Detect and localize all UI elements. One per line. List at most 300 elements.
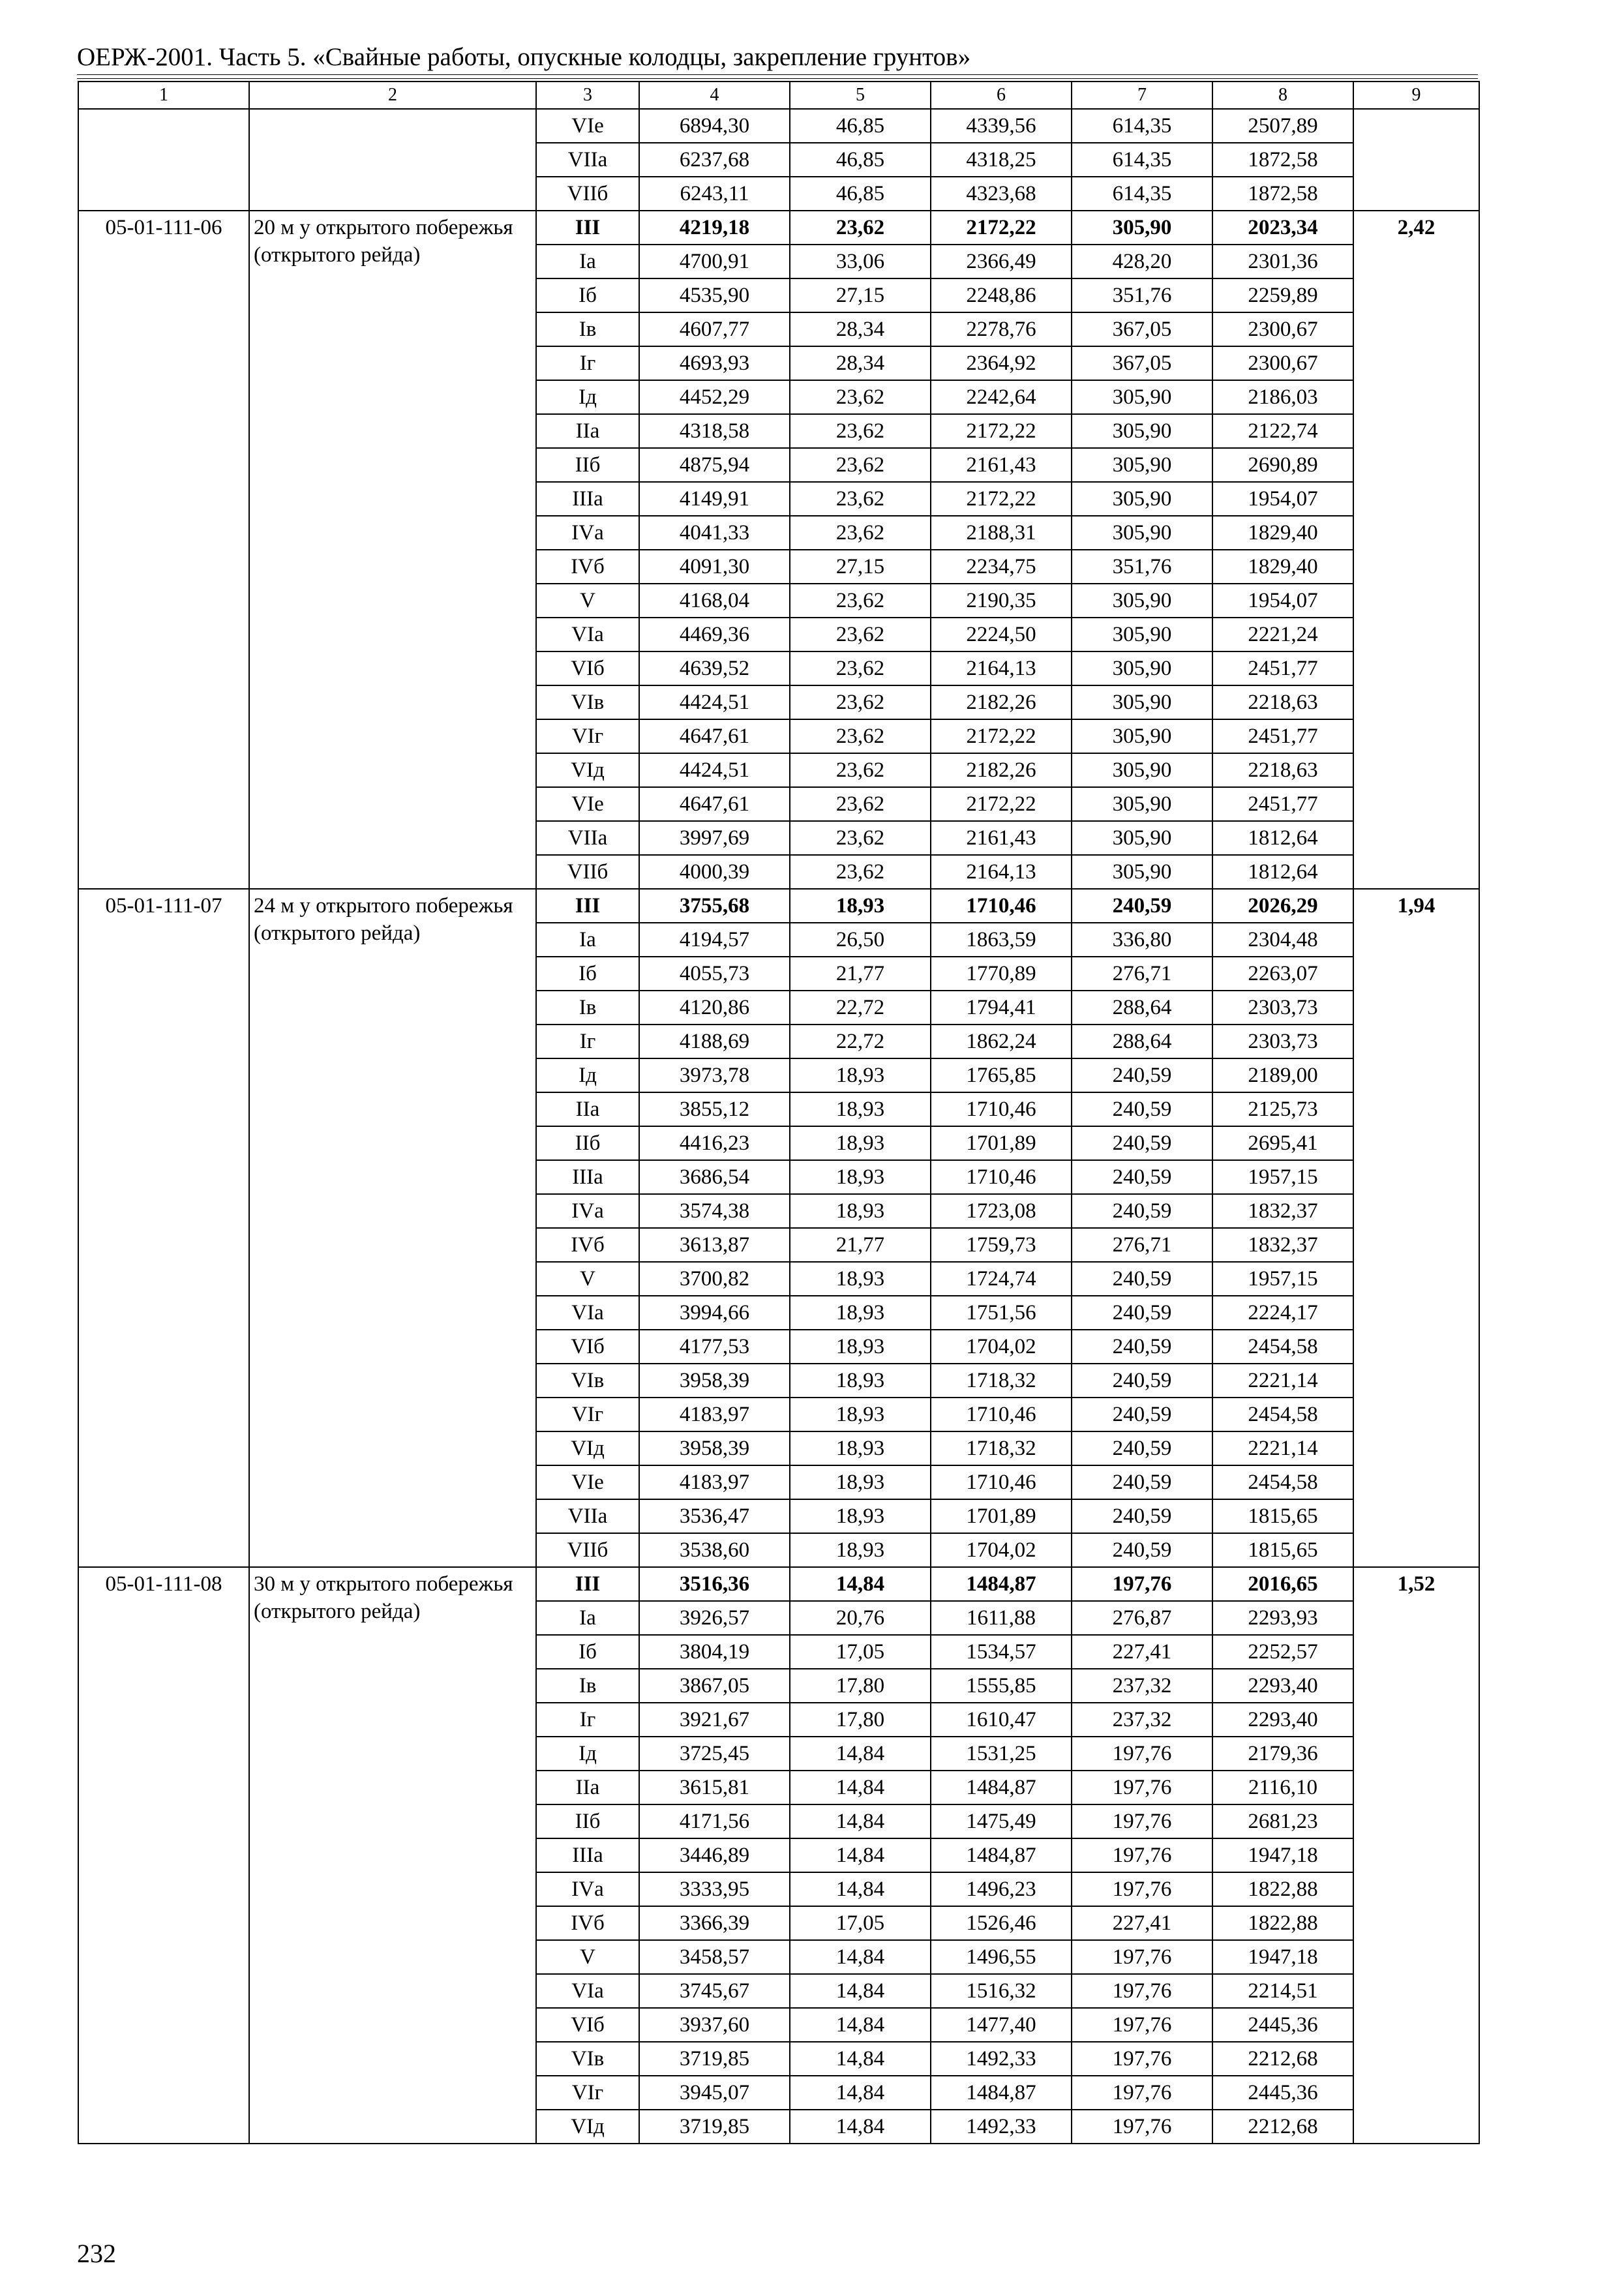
value-cell: 2303,73: [1212, 1025, 1353, 1058]
value-cell: 276,71: [1072, 957, 1212, 991]
value-cell: 23,62: [790, 380, 931, 414]
value-cell: 1957,15: [1212, 1160, 1353, 1194]
value-cell: 1704,02: [931, 1330, 1072, 1364]
value-cell: 14,84: [790, 2110, 931, 2144]
region-cell: Iа: [536, 245, 639, 278]
region-cell: VIд: [536, 2110, 639, 2144]
value-cell: 1862,24: [931, 1025, 1072, 1058]
table-row: [78, 1567, 1479, 1601]
value-cell: 2259,89: [1212, 278, 1353, 312]
value-cell: 14,84: [790, 1771, 931, 1804]
value-cell: 276,87: [1072, 1601, 1212, 1635]
value-cell: 2242,64: [931, 380, 1072, 414]
value-cell: 14,84: [790, 2042, 931, 2076]
value-cell: 22,72: [790, 1025, 931, 1058]
value-cell: 3973,78: [639, 1058, 790, 1092]
region-cell: III: [536, 1567, 639, 1601]
value-cell: 4639,52: [639, 651, 790, 685]
value-cell: 4183,97: [639, 1465, 790, 1499]
coefficient-cell: 1,94: [1353, 889, 1479, 1567]
value-cell: 3945,07: [639, 2076, 790, 2110]
value-cell: 305,90: [1072, 211, 1212, 245]
value-cell: 4000,39: [639, 855, 790, 889]
value-cell: 2218,63: [1212, 753, 1353, 787]
value-cell: 3725,45: [639, 1737, 790, 1771]
coefficient-cell: [1353, 109, 1479, 211]
value-cell: 21,77: [790, 957, 931, 991]
value-cell: 2221,24: [1212, 618, 1353, 651]
value-cell: 2303,73: [1212, 991, 1353, 1025]
coefficient-cell: 1,52: [1353, 1567, 1479, 2144]
value-cell: 1701,89: [931, 1499, 1072, 1533]
value-cell: 288,64: [1072, 991, 1212, 1025]
value-cell: 2224,50: [931, 618, 1072, 651]
region-cell: V: [536, 584, 639, 618]
value-cell: 14,84: [790, 1737, 931, 1771]
region-cell: VIд: [536, 1431, 639, 1465]
value-cell: 240,59: [1072, 1499, 1212, 1533]
column-number: 9: [1353, 82, 1479, 109]
value-cell: 1947,18: [1212, 1940, 1353, 1974]
value-cell: 23,62: [790, 618, 931, 651]
value-cell: 28,34: [790, 312, 931, 346]
value-cell: 3700,82: [639, 1262, 790, 1296]
value-cell: 305,90: [1072, 448, 1212, 482]
value-cell: 17,05: [790, 1635, 931, 1669]
value-cell: 4700,91: [639, 245, 790, 278]
value-cell: 2190,35: [931, 584, 1072, 618]
region-cell: VIг: [536, 1398, 639, 1431]
region-cell: Iд: [536, 1058, 639, 1092]
value-cell: 305,90: [1072, 414, 1212, 448]
value-cell: 1531,25: [931, 1737, 1072, 1771]
column-number: 8: [1212, 82, 1353, 109]
value-cell: 4194,57: [639, 923, 790, 957]
value-cell: 2451,77: [1212, 651, 1353, 685]
region-cell: VIIа: [536, 821, 639, 855]
value-cell: 3958,39: [639, 1364, 790, 1398]
value-cell: 1765,85: [931, 1058, 1072, 1092]
value-cell: 1516,32: [931, 1974, 1072, 2008]
value-cell: 4424,51: [639, 685, 790, 719]
value-cell: 1957,15: [1212, 1262, 1353, 1296]
value-cell: 4424,51: [639, 753, 790, 787]
value-cell: 23,62: [790, 651, 931, 685]
value-cell: 4693,93: [639, 346, 790, 380]
value-cell: 1954,07: [1212, 584, 1353, 618]
value-cell: 1759,73: [931, 1228, 1072, 1262]
region-cell: VIв: [536, 1364, 639, 1398]
value-cell: 305,90: [1072, 651, 1212, 685]
value-cell: 18,93: [790, 889, 931, 923]
rate-code: 05-01-111-07: [78, 889, 249, 1567]
value-cell: 305,90: [1072, 855, 1212, 889]
value-cell: 4091,30: [639, 550, 790, 584]
value-cell: 2212,68: [1212, 2110, 1353, 2144]
table-row: [78, 889, 1479, 923]
value-cell: 2172,22: [931, 787, 1072, 821]
region-cell: IVа: [536, 1194, 639, 1228]
value-cell: 197,76: [1072, 2008, 1212, 2042]
value-cell: 1954,07: [1212, 482, 1353, 516]
value-cell: 18,93: [790, 1533, 931, 1567]
value-cell: 305,90: [1072, 380, 1212, 414]
value-cell: 23,62: [790, 855, 931, 889]
region-cell: IIIа: [536, 1160, 639, 1194]
region-cell: IIб: [536, 1126, 639, 1160]
region-cell: V: [536, 1262, 639, 1296]
value-cell: 2016,65: [1212, 1567, 1353, 1601]
value-cell: 1794,41: [931, 991, 1072, 1025]
value-cell: 305,90: [1072, 821, 1212, 855]
value-cell: 2214,51: [1212, 1974, 1353, 2008]
value-cell: 2172,22: [931, 211, 1072, 245]
value-cell: 2161,43: [931, 821, 1072, 855]
value-cell: 3536,47: [639, 1499, 790, 1533]
value-cell: 23,62: [790, 821, 931, 855]
value-cell: 227,41: [1072, 1635, 1212, 1669]
region-cell: Iа: [536, 923, 639, 957]
value-cell: 3538,60: [639, 1533, 790, 1567]
value-cell: 23,62: [790, 211, 931, 245]
region-cell: VIв: [536, 2042, 639, 2076]
rate-code: 05-01-111-06: [78, 211, 249, 889]
value-cell: 305,90: [1072, 719, 1212, 753]
value-cell: 1815,65: [1212, 1533, 1353, 1567]
region-cell: Iб: [536, 1635, 639, 1669]
value-cell: 2454,58: [1212, 1330, 1353, 1364]
value-cell: 2695,41: [1212, 1126, 1353, 1160]
value-cell: 23,62: [790, 685, 931, 719]
region-cell: VIIб: [536, 177, 639, 211]
region-cell: IIIа: [536, 1838, 639, 1872]
value-cell: 4416,23: [639, 1126, 790, 1160]
value-cell: 276,71: [1072, 1228, 1212, 1262]
value-cell: 2023,34: [1212, 211, 1353, 245]
value-cell: 3333,95: [639, 1872, 790, 1906]
value-cell: 1872,58: [1212, 143, 1353, 177]
page-number: 232: [77, 2239, 116, 2268]
value-cell: 4647,61: [639, 719, 790, 753]
table-row: [78, 211, 1479, 245]
value-cell: 1492,33: [931, 2042, 1072, 2076]
value-cell: 3719,85: [639, 2042, 790, 2076]
value-cell: 2681,23: [1212, 1804, 1353, 1838]
value-cell: 2234,75: [931, 550, 1072, 584]
value-cell: 1611,88: [931, 1601, 1072, 1635]
value-cell: 18,93: [790, 1296, 931, 1330]
value-cell: 2182,26: [931, 685, 1072, 719]
region-cell: Iг: [536, 1025, 639, 1058]
value-cell: 4177,53: [639, 1330, 790, 1364]
value-cell: 1822,88: [1212, 1906, 1353, 1940]
value-cell: 614,35: [1072, 143, 1212, 177]
value-cell: 3926,57: [639, 1601, 790, 1635]
region-cell: IIа: [536, 414, 639, 448]
value-cell: 305,90: [1072, 584, 1212, 618]
region-cell: V: [536, 1940, 639, 1974]
value-cell: 2293,40: [1212, 1703, 1353, 1737]
region-cell: IIб: [536, 1804, 639, 1838]
rate-description: 30 м у открытого побережья (открытого рейда): [249, 1567, 536, 2144]
value-cell: 3613,87: [639, 1228, 790, 1262]
value-cell: 2179,36: [1212, 1737, 1353, 1771]
value-cell: 2445,36: [1212, 2076, 1353, 2110]
value-cell: 33,06: [790, 245, 931, 278]
value-cell: 2304,48: [1212, 923, 1353, 957]
value-cell: 2454,58: [1212, 1398, 1353, 1431]
value-cell: 1863,59: [931, 923, 1072, 957]
region-cell: VIе: [536, 1465, 639, 1499]
value-cell: 4183,97: [639, 1398, 790, 1431]
value-cell: 197,76: [1072, 1838, 1212, 1872]
value-cell: 18,93: [790, 1262, 931, 1296]
value-cell: 14,84: [790, 1567, 931, 1601]
value-cell: 1701,89: [931, 1126, 1072, 1160]
value-cell: 2221,14: [1212, 1431, 1353, 1465]
value-cell: 240,59: [1072, 1364, 1212, 1398]
value-cell: 2252,57: [1212, 1635, 1353, 1669]
value-cell: 2164,13: [931, 855, 1072, 889]
value-cell: 2221,14: [1212, 1364, 1353, 1398]
value-cell: 3804,19: [639, 1635, 790, 1669]
value-cell: 27,15: [790, 278, 931, 312]
value-cell: 305,90: [1072, 685, 1212, 719]
value-cell: 46,85: [790, 143, 931, 177]
value-cell: 1822,88: [1212, 1872, 1353, 1906]
value-cell: 240,59: [1072, 1330, 1212, 1364]
value-cell: 2161,43: [931, 448, 1072, 482]
value-cell: 3867,05: [639, 1669, 790, 1703]
value-cell: 3958,39: [639, 1431, 790, 1465]
rate-description: 24 м у открытого побережья (открытого рейда): [249, 889, 536, 1567]
value-cell: 3755,68: [639, 889, 790, 923]
value-cell: 18,93: [790, 1092, 931, 1126]
value-cell: 2182,26: [931, 753, 1072, 787]
value-cell: 1496,55: [931, 1940, 1072, 1974]
region-cell: VIб: [536, 2008, 639, 2042]
value-cell: 1947,18: [1212, 1838, 1353, 1872]
value-cell: 4607,77: [639, 312, 790, 346]
value-cell: 2364,92: [931, 346, 1072, 380]
value-cell: 4171,56: [639, 1804, 790, 1838]
value-cell: 240,59: [1072, 1296, 1212, 1330]
value-cell: 305,90: [1072, 753, 1212, 787]
region-cell: Iб: [536, 278, 639, 312]
value-cell: 1496,23: [931, 1872, 1072, 1906]
value-cell: 23,62: [790, 584, 931, 618]
value-cell: 4647,61: [639, 787, 790, 821]
column-number: 1: [78, 82, 249, 109]
value-cell: 1751,56: [931, 1296, 1072, 1330]
value-cell: 197,76: [1072, 1974, 1212, 2008]
value-cell: 1829,40: [1212, 550, 1353, 584]
value-cell: 14,84: [790, 1974, 931, 2008]
column-number-row: [78, 82, 1479, 109]
value-cell: 2116,10: [1212, 1771, 1353, 1804]
value-cell: 240,59: [1072, 1262, 1212, 1296]
column-number: 6: [931, 82, 1072, 109]
region-cell: IVа: [536, 1872, 639, 1906]
value-cell: 1718,32: [931, 1364, 1072, 1398]
value-cell: 27,15: [790, 550, 931, 584]
value-cell: 3366,39: [639, 1906, 790, 1940]
region-cell: VIIа: [536, 143, 639, 177]
value-cell: 3458,57: [639, 1940, 790, 1974]
value-cell: 4149,91: [639, 482, 790, 516]
value-cell: 14,84: [790, 1940, 931, 1974]
value-cell: 1484,87: [931, 1771, 1072, 1804]
value-cell: 28,34: [790, 346, 931, 380]
value-cell: 23,62: [790, 719, 931, 753]
value-cell: 2218,63: [1212, 685, 1353, 719]
value-cell: 1832,37: [1212, 1228, 1353, 1262]
value-cell: 240,59: [1072, 1058, 1212, 1092]
value-cell: 23,62: [790, 448, 931, 482]
value-cell: 17,80: [790, 1703, 931, 1737]
value-cell: 305,90: [1072, 787, 1212, 821]
value-cell: 2293,93: [1212, 1601, 1353, 1635]
region-cell: IIа: [536, 1092, 639, 1126]
value-cell: 614,35: [1072, 177, 1212, 211]
value-cell: 1770,89: [931, 957, 1072, 991]
value-cell: 2188,31: [931, 516, 1072, 550]
value-cell: 2122,74: [1212, 414, 1353, 448]
value-cell: 2212,68: [1212, 2042, 1353, 2076]
value-cell: 3719,85: [639, 2110, 790, 2144]
value-cell: 4318,58: [639, 414, 790, 448]
value-cell: 2164,13: [931, 651, 1072, 685]
value-cell: 4041,33: [639, 516, 790, 550]
region-cell: VIг: [536, 719, 639, 753]
region-cell: VIIб: [536, 855, 639, 889]
value-cell: 18,93: [790, 1364, 931, 1398]
region-cell: III: [536, 211, 639, 245]
value-cell: 4168,04: [639, 584, 790, 618]
value-cell: 18,93: [790, 1330, 931, 1364]
value-cell: 2451,77: [1212, 787, 1353, 821]
region-cell: Iг: [536, 346, 639, 380]
value-cell: 6237,68: [639, 143, 790, 177]
value-cell: 237,32: [1072, 1669, 1212, 1703]
rate-code: 05-01-111-08: [78, 1567, 249, 2144]
value-cell: 23,62: [790, 516, 931, 550]
region-cell: III: [536, 889, 639, 923]
value-cell: 240,59: [1072, 1431, 1212, 1465]
value-cell: 1710,46: [931, 1398, 1072, 1431]
page-title: ОЕРЖ-2001. Часть 5. «Свайные работы, опускные колодцы, закрепление грунтов»: [77, 43, 971, 71]
coefficient-cell: 2,42: [1353, 211, 1479, 889]
rate-description: [249, 109, 536, 211]
value-cell: 367,05: [1072, 312, 1212, 346]
value-cell: 4469,36: [639, 618, 790, 651]
region-cell: VIа: [536, 1974, 639, 2008]
region-cell: VIе: [536, 109, 639, 143]
value-cell: 14,84: [790, 2008, 931, 2042]
value-cell: 17,05: [790, 1906, 931, 1940]
value-cell: 4188,69: [639, 1025, 790, 1058]
rate-code: [78, 109, 249, 211]
value-cell: 428,20: [1072, 245, 1212, 278]
value-cell: 1872,58: [1212, 177, 1353, 211]
value-cell: 23,62: [790, 753, 931, 787]
rates-table: [78, 81, 1480, 2144]
region-cell: VIд: [536, 753, 639, 787]
value-cell: 2278,76: [931, 312, 1072, 346]
value-cell: 4120,86: [639, 991, 790, 1025]
value-cell: 1710,46: [931, 1160, 1072, 1194]
column-number: 3: [536, 82, 639, 109]
value-cell: 14,84: [790, 1804, 931, 1838]
value-cell: 237,32: [1072, 1703, 1212, 1737]
region-cell: IVб: [536, 1228, 639, 1262]
region-cell: Iд: [536, 380, 639, 414]
value-cell: 3855,12: [639, 1092, 790, 1126]
value-cell: 2172,22: [931, 482, 1072, 516]
value-cell: 2189,00: [1212, 1058, 1353, 1092]
value-cell: 2690,89: [1212, 448, 1353, 482]
value-cell: 26,50: [790, 923, 931, 957]
value-cell: 2172,22: [931, 719, 1072, 753]
value-cell: 1526,46: [931, 1906, 1072, 1940]
value-cell: 6894,30: [639, 109, 790, 143]
region-cell: VIа: [536, 1296, 639, 1330]
value-cell: 2125,73: [1212, 1092, 1353, 1126]
value-cell: 1534,57: [931, 1635, 1072, 1669]
region-cell: VIб: [536, 1330, 639, 1364]
value-cell: 1829,40: [1212, 516, 1353, 550]
value-cell: 22,72: [790, 991, 931, 1025]
value-cell: 23,62: [790, 482, 931, 516]
value-cell: 240,59: [1072, 1194, 1212, 1228]
value-cell: 18,93: [790, 1160, 931, 1194]
value-cell: 3745,67: [639, 1974, 790, 2008]
value-cell: 240,59: [1072, 889, 1212, 923]
region-cell: VIе: [536, 787, 639, 821]
value-cell: 20,76: [790, 1601, 931, 1635]
value-cell: 197,76: [1072, 1771, 1212, 1804]
value-cell: 240,59: [1072, 1465, 1212, 1499]
value-cell: 197,76: [1072, 2076, 1212, 2110]
value-cell: 2263,07: [1212, 957, 1353, 991]
value-cell: 336,80: [1072, 923, 1212, 957]
region-cell: Iб: [536, 957, 639, 991]
value-cell: 1610,47: [931, 1703, 1072, 1737]
region-cell: IVб: [536, 1906, 639, 1940]
region-cell: Iв: [536, 991, 639, 1025]
region-cell: VIIа: [536, 1499, 639, 1533]
value-cell: 1724,74: [931, 1262, 1072, 1296]
value-cell: 23,62: [790, 414, 931, 448]
value-cell: 240,59: [1072, 1398, 1212, 1431]
region-cell: IIIа: [536, 482, 639, 516]
value-cell: 2293,40: [1212, 1669, 1353, 1703]
region-cell: Iд: [536, 1737, 639, 1771]
value-cell: 2186,03: [1212, 380, 1353, 414]
value-cell: 18,93: [790, 1431, 931, 1465]
value-cell: 305,90: [1072, 516, 1212, 550]
value-cell: 1718,32: [931, 1431, 1072, 1465]
value-cell: 4452,29: [639, 380, 790, 414]
value-cell: 1484,87: [931, 1567, 1072, 1601]
column-number: 2: [249, 82, 536, 109]
value-cell: 2366,49: [931, 245, 1072, 278]
value-cell: 197,76: [1072, 1872, 1212, 1906]
value-cell: 4339,56: [931, 109, 1072, 143]
value-cell: 6243,11: [639, 177, 790, 211]
value-cell: 4318,25: [931, 143, 1072, 177]
value-cell: 197,76: [1072, 1804, 1212, 1838]
